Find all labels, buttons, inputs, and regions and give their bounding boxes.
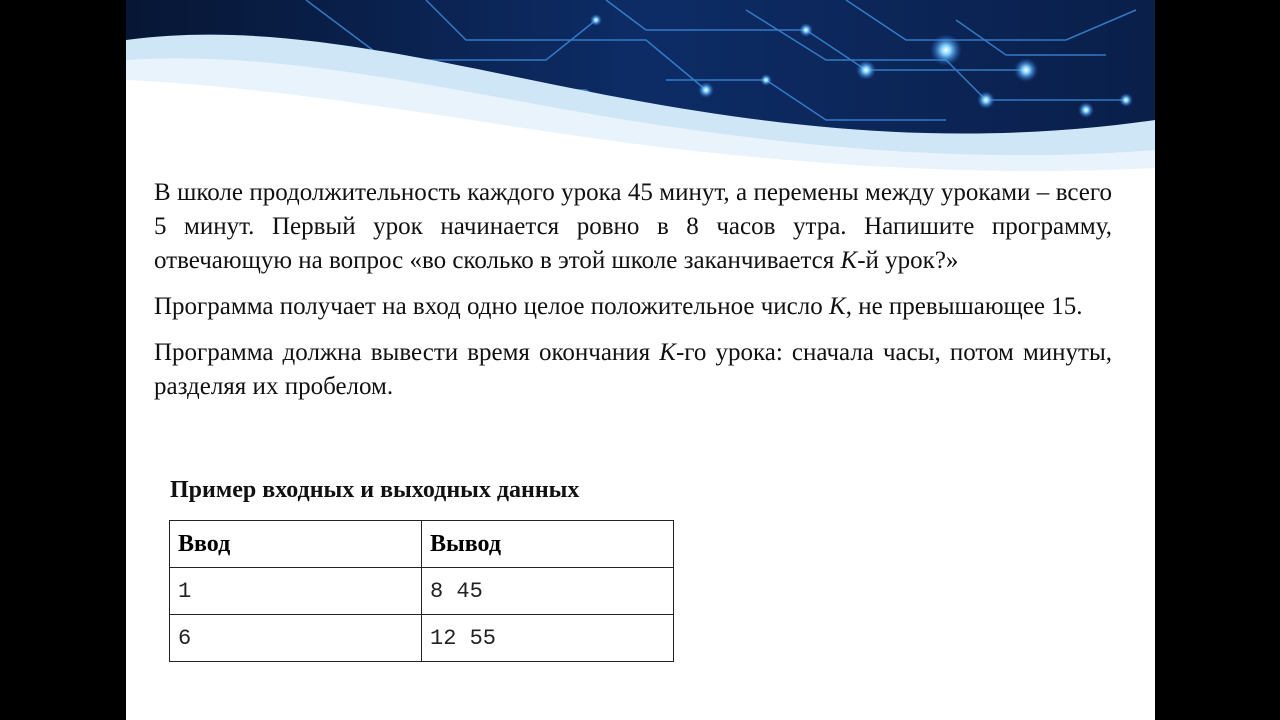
header-input: Ввод — [170, 521, 422, 568]
paragraph-text: Программа должна вывести время окончания — [154, 339, 660, 366]
paragraph-text: -го урока: сначала часы, потом минуты, разделяя их пробелом. — [154, 339, 1112, 400]
variable-k: K — [840, 247, 858, 274]
paragraph-text: -й урок?» — [857, 247, 959, 274]
input-cell: 6 — [170, 615, 422, 662]
io-example-table — [169, 520, 674, 662]
task-paragraph-1 — [154, 176, 1112, 278]
task-paragraph-3 — [154, 336, 1112, 404]
input-cell: 1 — [170, 568, 422, 615]
circuit-banner — [126, 0, 1155, 175]
paragraph-text: Программа получает на вход одно целое положительное число — [154, 293, 829, 320]
output-cell: 12 55 — [422, 615, 674, 662]
paragraph-text: В школе продолжительность каждого урока 45 минут, а перемены между уроками – всего 5 минут. Первый урок начинается ровно в 8 часов утра. Напишите программу, отвечающую на вопрос «во сколько в этой школе заканчивается — [154, 179, 1112, 274]
slide — [126, 0, 1155, 720]
table-row — [170, 568, 674, 615]
task-text — [154, 176, 1112, 416]
variable-k: K — [829, 293, 846, 320]
task-paragraph-2 — [154, 290, 1112, 324]
table-header-row — [170, 521, 674, 568]
header-output: Вывод — [422, 521, 674, 568]
example-title: Пример входных и выходных данных — [170, 477, 580, 503]
output-cell: 8 45 — [422, 568, 674, 615]
table-row — [170, 615, 674, 662]
variable-k: K — [659, 339, 676, 366]
paragraph-text: , не превышающее 15. — [845, 293, 1083, 320]
